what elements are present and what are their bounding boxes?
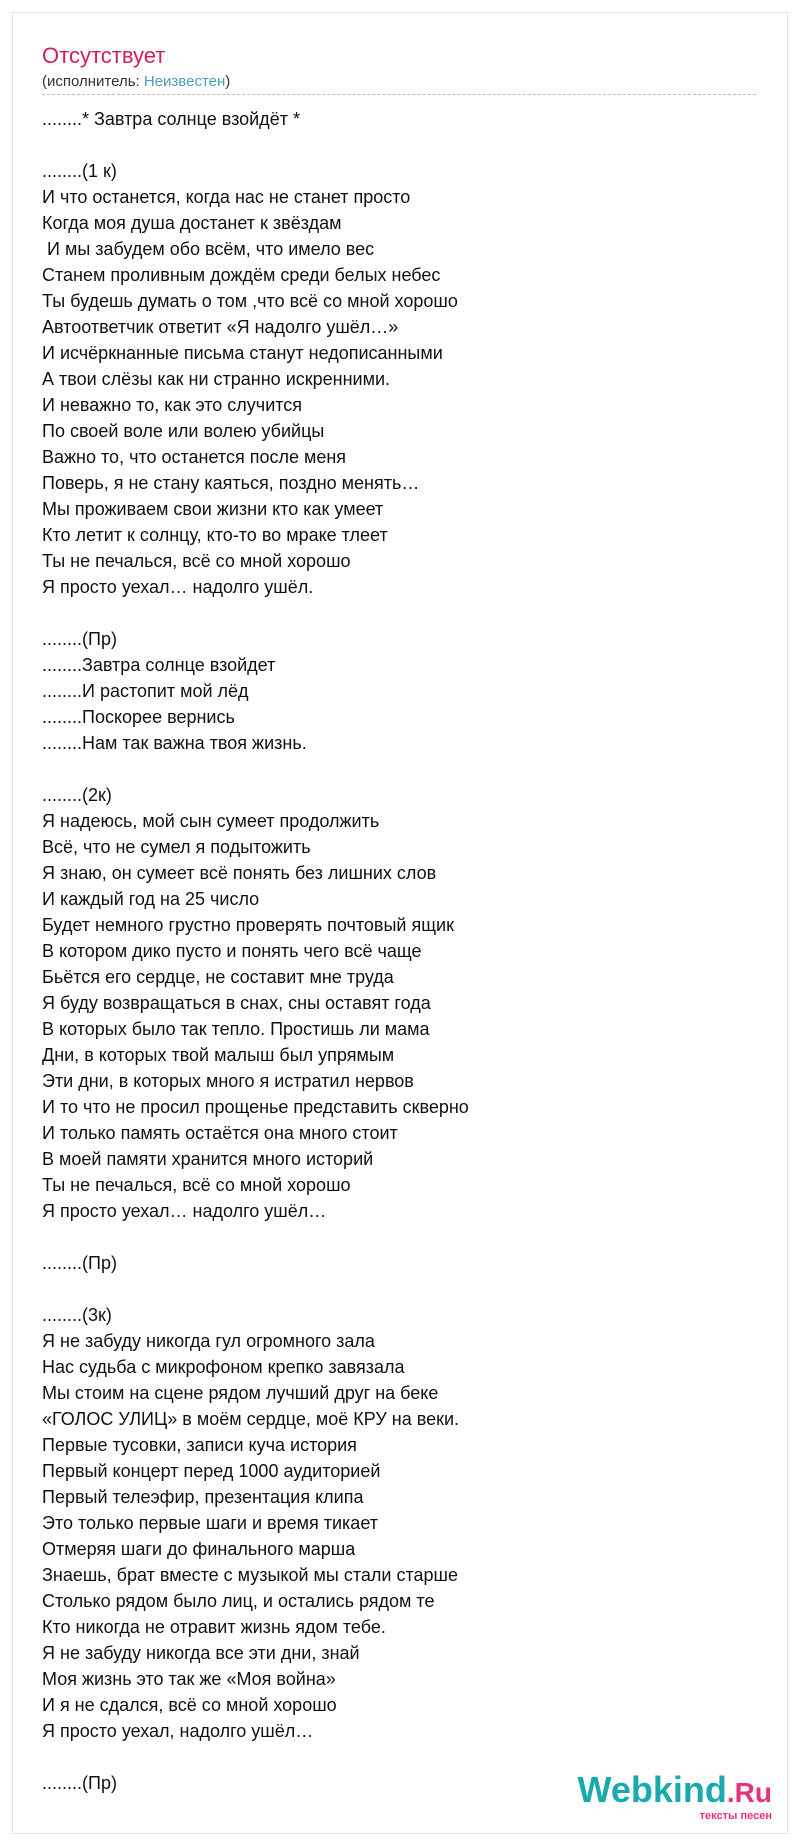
logo-tld: .Ru bbox=[726, 1777, 772, 1808]
lyric-line: Всё, что не сумел я подытожить bbox=[42, 837, 311, 857]
lyric-line: ........(Пр) bbox=[42, 1253, 117, 1273]
lyric-line: И исчёркнанные письма станут недописанными bbox=[42, 343, 443, 363]
lyric-line: Нас судьба с микрофоном крепко завязала bbox=[42, 1357, 405, 1377]
lyric-line: Первые тусовки, записи куча история bbox=[42, 1435, 357, 1455]
lyric-line: Знаешь, брат вместе с музыкой мы стали старше bbox=[42, 1565, 458, 1585]
lyric-line: И что останется, когда нас не станет просто bbox=[42, 187, 411, 207]
lyric-line: Я просто уехал… надолго ушёл… bbox=[42, 1201, 327, 1221]
lyric-line: По своей воле или волею убийцы bbox=[42, 421, 325, 441]
lyric-line: Кто никогда не отравит жизнь ядом тебе. bbox=[42, 1617, 386, 1637]
lyric-line: Поверь, я не стану каяться, поздно менять… bbox=[42, 473, 420, 493]
lyric-line: Важно то, что останется после меня bbox=[42, 447, 347, 467]
lyric-line: В которых было так тепло. Простишь ли мама bbox=[42, 1019, 430, 1039]
lyric-blank-line bbox=[42, 132, 762, 158]
lyric-line: Дни, в которых твой малыш был упрямым bbox=[42, 1045, 395, 1065]
lyric-blank-line bbox=[42, 600, 762, 626]
lyric-line: Автоответчик ответит «Я надолго ушёл…» bbox=[42, 317, 399, 337]
header-divider bbox=[42, 94, 756, 95]
lyric-line: Бьётся его сердце, не составит мне труда bbox=[42, 967, 394, 987]
lyric-line: Ты не печалься, всё со мной хорошо bbox=[42, 551, 351, 571]
lyric-line: Отмеряя шаги до финального марша bbox=[42, 1539, 356, 1559]
lyric-blank-line bbox=[42, 1276, 762, 1302]
lyric-line: Станем проливным дождём среди белых небес bbox=[42, 265, 441, 285]
artist-link[interactable]: Неизвестен bbox=[143, 73, 226, 90]
lyric-line: А твои слёзы как ни странно искренними. bbox=[42, 369, 391, 389]
lyric-line: ........Нам так важна твоя жизнь. bbox=[42, 733, 307, 753]
lyric-line: Моя жизнь это так же «Моя война» bbox=[42, 1669, 336, 1689]
lyric-line: ........(1 к) bbox=[42, 161, 117, 181]
lyric-line: И то что не просил прощенье представить скверно bbox=[42, 1097, 469, 1117]
site-logo[interactable] bbox=[578, 1771, 772, 1822]
lyric-line: Это только первые шаги и время тикает bbox=[42, 1513, 378, 1533]
artist-prefix: (исполнитель: bbox=[42, 73, 144, 90]
artist-line bbox=[42, 72, 230, 92]
logo-name: Webkind bbox=[577, 1769, 727, 1810]
lyric-line: В котором дико пусто и понять чего всё чаще bbox=[42, 941, 422, 961]
lyric-line: Столько рядом было лиц, и остались рядом те bbox=[42, 1591, 435, 1611]
lyric-line: И я не сдался, всё со мной хорошо bbox=[42, 1695, 337, 1715]
lyric-line: ........* Завтра солнце взойдёт * bbox=[42, 109, 300, 129]
lyric-line: Я не забуду никогда гул огромного зала bbox=[42, 1331, 375, 1351]
lyric-line: Первый телеэфир, презентация клипа bbox=[42, 1487, 364, 1507]
lyric-blank-line bbox=[42, 1744, 762, 1770]
lyric-line: ........Завтра солнце взойдет bbox=[42, 655, 276, 675]
lyric-line: И неважно то, как это случится bbox=[42, 395, 303, 415]
lyric-line: Когда моя душа достанет к звёздам bbox=[42, 213, 342, 233]
lyric-line: И каждый год на 25 число bbox=[42, 889, 260, 909]
logo-wordmark bbox=[578, 1771, 772, 1812]
lyric-line: Я надеюсь, мой сын сумеет продолжить bbox=[42, 811, 380, 831]
lyric-line: Я просто уехал, надолго ушёл… bbox=[42, 1721, 314, 1741]
lyric-line: Я буду возвращаться в снах, сны оставят года bbox=[42, 993, 431, 1013]
lyric-line: Я знаю, он сумеет всё понять без лишних слов bbox=[42, 863, 437, 883]
lyric-line: Ты будешь думать о том ,что всё со мной хорошо bbox=[42, 291, 458, 311]
lyric-line: Я просто уехал… надолго ушёл. bbox=[42, 577, 314, 597]
lyric-line: ........(2к) bbox=[42, 785, 112, 805]
lyric-line: «ГОЛОС УЛИЦ» в моём сердце, моё КРУ на веки. bbox=[42, 1409, 460, 1429]
song-title: Отсутствует bbox=[42, 43, 166, 68]
lyric-line: ........(Пр) bbox=[42, 629, 117, 649]
lyric-line: И только память остаётся она много стоит bbox=[42, 1123, 398, 1143]
lyric-line: Первый концерт перед 1000 аудиторией bbox=[42, 1461, 381, 1481]
lyric-line: Мы проживаем свои жизни кто как умеет bbox=[42, 499, 384, 519]
lyric-line: ........И растопит мой лёд bbox=[42, 681, 249, 701]
lyric-line: В моей памяти хранится много историй bbox=[42, 1149, 374, 1169]
lyric-blank-line bbox=[42, 756, 762, 782]
lyric-line: Я не забуду никогда все эти дни, знай bbox=[42, 1643, 360, 1663]
lyrics-text bbox=[42, 106, 762, 1796]
lyric-line: Ты не печалься, всё со мной хорошо bbox=[42, 1175, 351, 1195]
lyric-line: Будет немного грустно проверять почтовый ящик bbox=[42, 915, 454, 935]
lyric-line: ........(Пр) bbox=[42, 1773, 117, 1793]
lyric-line: ........Поскорее вернись bbox=[42, 707, 235, 727]
lyric-blank-line bbox=[42, 1224, 762, 1250]
artist-suffix: ) bbox=[225, 73, 231, 90]
logo-tagline: тексты песен bbox=[699, 1810, 772, 1822]
lyric-line: Кто летит к солнцу, кто-то во мраке тлеет bbox=[42, 525, 388, 545]
lyric-line: Мы стоим на сцене рядом лучший друг на беке bbox=[42, 1383, 439, 1403]
lyric-line: И мы забудем обо всём, что имело вес bbox=[42, 239, 375, 259]
lyric-line: Эти дни, в которых много я истратил нервов bbox=[42, 1071, 414, 1091]
lyric-line: ........(3к) bbox=[42, 1305, 112, 1325]
